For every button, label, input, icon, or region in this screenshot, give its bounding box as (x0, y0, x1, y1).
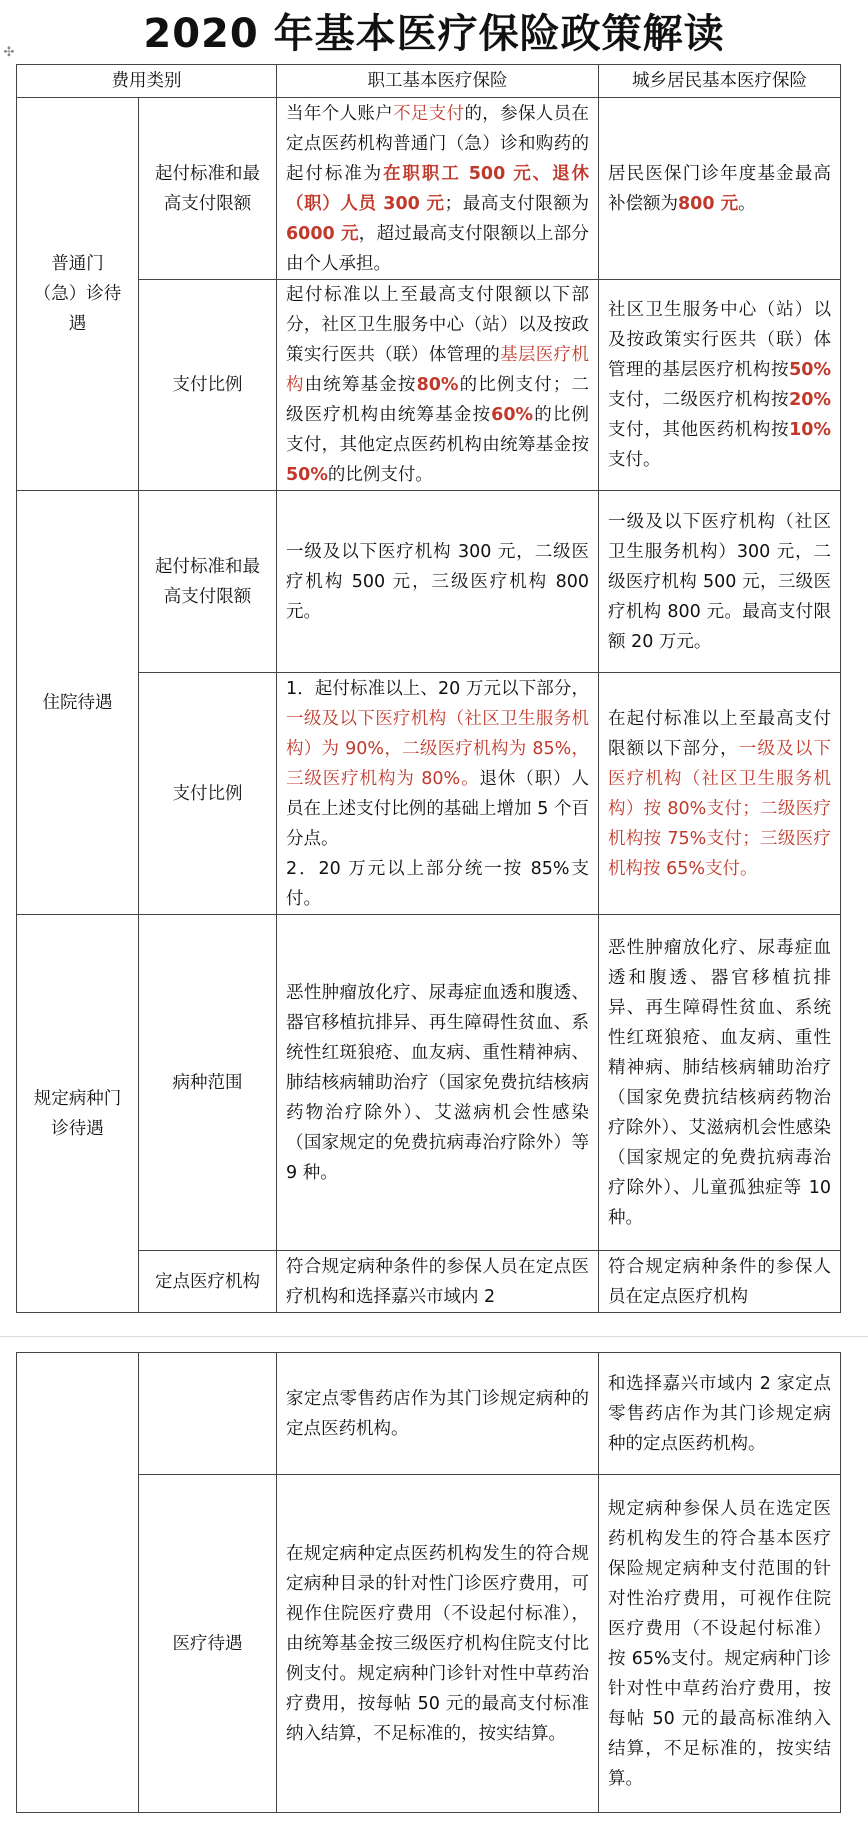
subcategory-special-scope: 病种范围 (139, 915, 277, 1251)
table-row (17, 1251, 841, 1313)
policy-table-part1 (16, 64, 841, 1313)
subcategory-special-treatment: 医疗待遇 (139, 1475, 277, 1813)
cell-inpatient-ratio-resident: 在起付标准以上至最高支付限额以下部分，一级及以下医疗机构（社区卫生服务机构）按 80%支付；二级医疗机构按 75%支付；三级医疗机构按 65%支付。 (599, 673, 841, 915)
subcategory-outpatient-ratio: 支付比例 (139, 280, 277, 491)
subcategory-special-institution: 定点医疗机构 (139, 1251, 277, 1313)
cell-special-institution-employee-cont: 家定点零售药店作为其门诊规定病种的定点医药机构。 (277, 1353, 599, 1475)
table-row (17, 98, 841, 280)
category-special: 规定病种门诊待遇 (17, 915, 139, 1313)
subcategory-inpatient-ratio: 支付比例 (139, 673, 277, 915)
header-employee: 职工基本医疗保险 (277, 65, 599, 98)
cell-inpatient-threshold-employee: 一级及以下医疗机构 300 元，二级医疗机构 500 元，三级医疗机构 800 元。 (277, 491, 599, 673)
cell-outpatient-threshold-employee: 当年个人账户不足支付的，参保人员在定点医药机构普通门（急）诊和购药的起付标准为在职职工 500 元、退休（职）人员 300 元；最高支付限额为6000 元，超过最高支付限额以上部分由个人承担。 (277, 98, 599, 280)
policy-table-part2 (16, 1352, 841, 1813)
category-special-continued (17, 1353, 139, 1813)
cell-special-treatment-resident: 规定病种参保人员在选定医药机构发生的符合基本医疗保险规定病种支付范围的针对性治疗费用，可视作住院医疗费用（不设起付标准）按 65%支付。规定病种门诊针对性中草药治疗费用，按每帖 50 元的最高标准纳入结算，不足标准的，按实结算。 (599, 1475, 841, 1813)
table-row (17, 673, 841, 915)
table-header-row (17, 65, 841, 98)
category-outpatient: 普通门（急）诊待遇 (17, 98, 139, 491)
category-inpatient: 住院待遇 (17, 491, 139, 915)
cell-outpatient-ratio-resident: 社区卫生服务中心（站）以及按政策实行医共（联）体管理的基层医疗机构按50%支付，二级医疗机构按20%支付，其他医药机构按10%支付。 (599, 280, 841, 491)
cell-special-scope-resident: 恶性肿瘤放化疗、尿毒症血透和腹透、器官移植抗排异、再生障碍性贫血、系统性红斑狼疮、血友病、重性精神病、肺结核病辅助治疗（国家免费抗结核病药物治疗除外）、艾滋病机会性感染（国家规定的免费抗病毒治疗除外）、儿童孤独症等 10 种。 (599, 915, 841, 1251)
table-row (17, 1353, 841, 1475)
cell-special-institution-resident-cont: 和选择嘉兴市域内 2 家定点零售药店作为其门诊规定病种的定点医药机构。 (599, 1353, 841, 1475)
cell-special-institution-resident: 符合规定病种条件的参保人员在定点医疗机构 (599, 1251, 841, 1313)
table-move-handle-icon[interactable]: ✣ (3, 45, 15, 60)
table-row (17, 1475, 841, 1813)
header-resident: 城乡居民基本医疗保险 (599, 65, 841, 98)
subcategory-inpatient-threshold: 起付标准和最高支付限额 (139, 491, 277, 673)
cell-inpatient-threshold-resident: 一级及以下医疗机构（社区卫生服务机构）300 元，二级医疗机构 500 元，三级医疗机构 800 元。最高支付限额 20 万元。 (599, 491, 841, 673)
table-row (17, 491, 841, 673)
cell-outpatient-threshold-resident: 居民医保门诊年度基金最高补偿额为800 元。 (599, 98, 841, 280)
subcategory-institution-continued (139, 1353, 277, 1475)
cell-special-treatment-employee: 在规定病种定点医药机构发生的符合规定病种目录的针对性门诊医疗费用，可视作住院医疗费用（不设起付标准），由统筹基金按三级医疗机构住院支付比例支付。规定病种门诊针对性中草药治疗费用，按每帖 50 元的最高支付标准纳入结算，不足标准的，按实结算。 (277, 1475, 599, 1813)
table-row (17, 280, 841, 491)
subcategory-outpatient-threshold: 起付标准和最高支付限额 (139, 98, 277, 280)
cell-special-scope-employee: 恶性肿瘤放化疗、尿毒症血透和腹透、器官移植抗排异、再生障碍性贫血、系统性红斑狼疮、血友病、重性精神病、肺结核病辅助治疗（国家免费抗结核病药物治疗除外）、艾滋病机会性感染（国家规定的免费抗病毒治疗除外）等 9 种。 (277, 915, 599, 1251)
page-title: 2020 年基本医疗保险政策解读 (143, 11, 725, 57)
cell-inpatient-ratio-employee: 1．起付标准以上、20 万元以下部分，一级及以下医疗机构（社区卫生服务机构）为 90%，二级医疗机构为 85%，三级医疗机构为 80%。退休（职）人员在上述支付比例的基础上增加 5 个百分点。 2．20 万元以上部分统一按 85%支付。 (277, 673, 599, 915)
cell-outpatient-ratio-employee: 起付标准以上至最高支付限额以下部分，社区卫生服务中心（站）以及按政策实行医共（联）体管理的基层医疗机构由统筹基金按80%的比例支付；二级医疗机构由统筹基金按60%的比例支付，其他定点医药机构由统筹基金按50%的比例支付。 (277, 280, 599, 491)
header-category: 费用类别 (17, 65, 277, 98)
cell-special-institution-employee: 符合规定病种条件的参保人员在定点医疗机构和选择嘉兴市域内 2 (277, 1251, 599, 1313)
page-break (0, 1336, 868, 1351)
table-row (17, 915, 841, 1251)
